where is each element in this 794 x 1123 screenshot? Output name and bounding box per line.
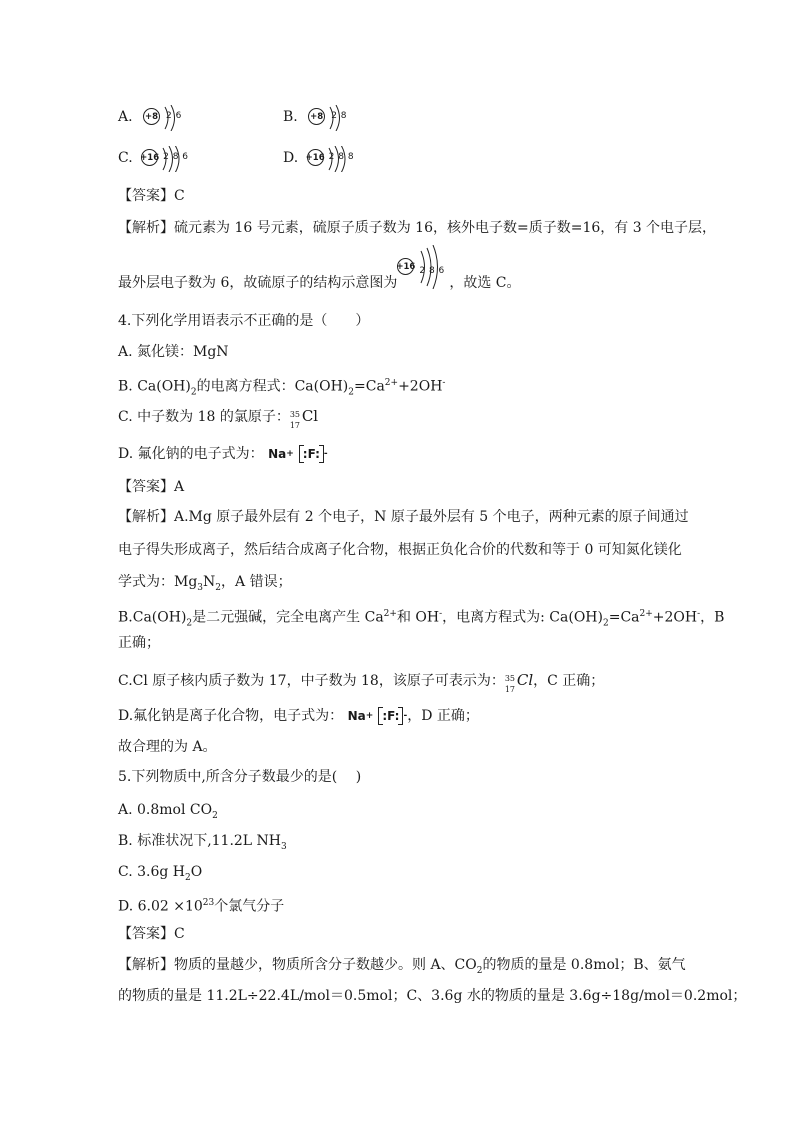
q5-option-c[interactable]: C. 3.6g $H_2O$ xyxy=(118,864,203,883)
nucleus: +8 xyxy=(308,108,325,125)
electron-formula-naf: Na + :F: - xyxy=(268,447,328,461)
q5-answer: 【答案】C xyxy=(118,926,185,942)
q4-stem: 4.下列化学用语表示不正确的是（ ） xyxy=(118,313,370,329)
atom-diagram-a xyxy=(143,105,203,129)
q5-option-a[interactable]: A. 0.8mol $CO_2$ xyxy=(118,802,218,821)
q4-analysis-c: C.Cl 原子核内质子数为 17，中子数为 18，该原子可表示为： 35 17 Cl，C 正确； xyxy=(118,671,605,694)
shell-electrons: 2 8 8 xyxy=(328,152,355,162)
electron-formula-naf: Na + :F: - xyxy=(347,709,408,723)
q5-analysis-2: 的物质的量是 11.2L÷22.4L/mol＝0.5mol；C、3.6g 水的物质的量是 3.6g÷18g/mol＝0.2mol； xyxy=(118,988,747,1004)
atom-diagram-c xyxy=(141,146,211,170)
nucleus: +16 xyxy=(397,258,414,275)
fluoride-bracket: :F: xyxy=(299,445,324,463)
q4-option-b[interactable]: B. $Ca(OH)_2$的电离方程式：$Ca(OH)_2=Ca^{2+}+2OH^-$ xyxy=(118,378,446,398)
q3-option-a[interactable]: A. +8 2 6 xyxy=(118,105,203,129)
shell-electrons: 2 8 xyxy=(331,111,348,121)
q3-analysis-line-2: 最外层电子数为 6，故硫原子的结构示意图为 +16 2 8 6 ，故选 C。 xyxy=(118,263,521,303)
q5-analysis-1: 【解析】物质的量越少，物质所含分子数越少。则 A、$CO_2$的物质的量是 0.8mol；B、氨气 xyxy=(118,957,686,976)
shell-electrons: 2 8 6 xyxy=(419,266,445,276)
q3-answer: 【答案】C xyxy=(118,188,185,204)
q3-option-c[interactable]: C. +16 2 8 6 xyxy=(118,146,211,170)
nucleus: +8 xyxy=(143,108,160,125)
q4-option-d[interactable]: D. 氟化钠的电子式为： Na + :F: - xyxy=(118,446,328,462)
q3-option-d[interactable]: D. +16 2 8 8 xyxy=(283,146,377,170)
q5-option-b[interactable]: B. 标准状况下,11.2L $NH_3$ xyxy=(118,833,287,852)
nucleus: +16 xyxy=(307,149,324,166)
q4-analysis-a-3: 学式为：$Mg_3N_2$，A 错误； xyxy=(118,574,292,593)
fluoride-bracket: :F: xyxy=(378,707,403,725)
q4-conclusion: 故合理的为 A。 xyxy=(118,739,217,755)
q3-option-b[interactable]: B. +8 2 8 xyxy=(283,105,368,129)
q4-analysis-a-1: 【解析】A.Mg 原子最外层有 2 个电子，N 原子最外层有 5 个电子，两种元素的原子间通过 xyxy=(118,509,689,525)
q5-option-d[interactable]: D. $6.02 \times 10^{23}$个氯气分子 xyxy=(118,898,285,915)
q4-option-c[interactable]: C. 中子数为 18 的氯原子： 35 17 Cl xyxy=(118,407,319,430)
atom-diagram-b xyxy=(308,105,368,129)
isotope-notation: 35 17 xyxy=(289,410,301,430)
nucleus: +16 xyxy=(141,149,158,166)
q5-stem: 5.下列物质中,所含分子数最少的是( ) xyxy=(118,769,362,785)
sulfur-atom-diagram xyxy=(397,253,449,293)
q4-analysis-b-1: $B.Ca(OH)_2$是二元强碱，完全电离产生 $Ca^{2+}$和 OH-，电离方程式为: $Ca(OH)_2=Ca^{2+}+2OH^-$，B xyxy=(118,609,725,629)
q3-analysis-line-1: 【解析】硫元素为 16 号元素，硫原子质子数为 16，核外电子数=质子数=16，有 3 个电子层， xyxy=(118,220,717,236)
shell-electrons: 2 6 xyxy=(166,111,182,121)
shell-electrons: 2 8 6 xyxy=(163,152,189,162)
q4-answer: 【答案】A xyxy=(118,479,185,495)
q4-analysis-a-2: 电子得失形成离子，然后结合成离子化合物，根据正负化合价的代数和等于 0 可知氮化镁化 xyxy=(118,542,682,558)
q4-analysis-b-2: 正确； xyxy=(118,635,160,651)
q4-analysis-d: D.氟化钠是离子化合物，电子式为： Na + :F: - ，D 正确； xyxy=(118,708,479,724)
isotope-notation: 35 17 xyxy=(504,674,516,694)
q4-option-a[interactable]: A. 氮化镁：MgN xyxy=(118,344,229,360)
atom-diagram-d xyxy=(307,146,377,170)
